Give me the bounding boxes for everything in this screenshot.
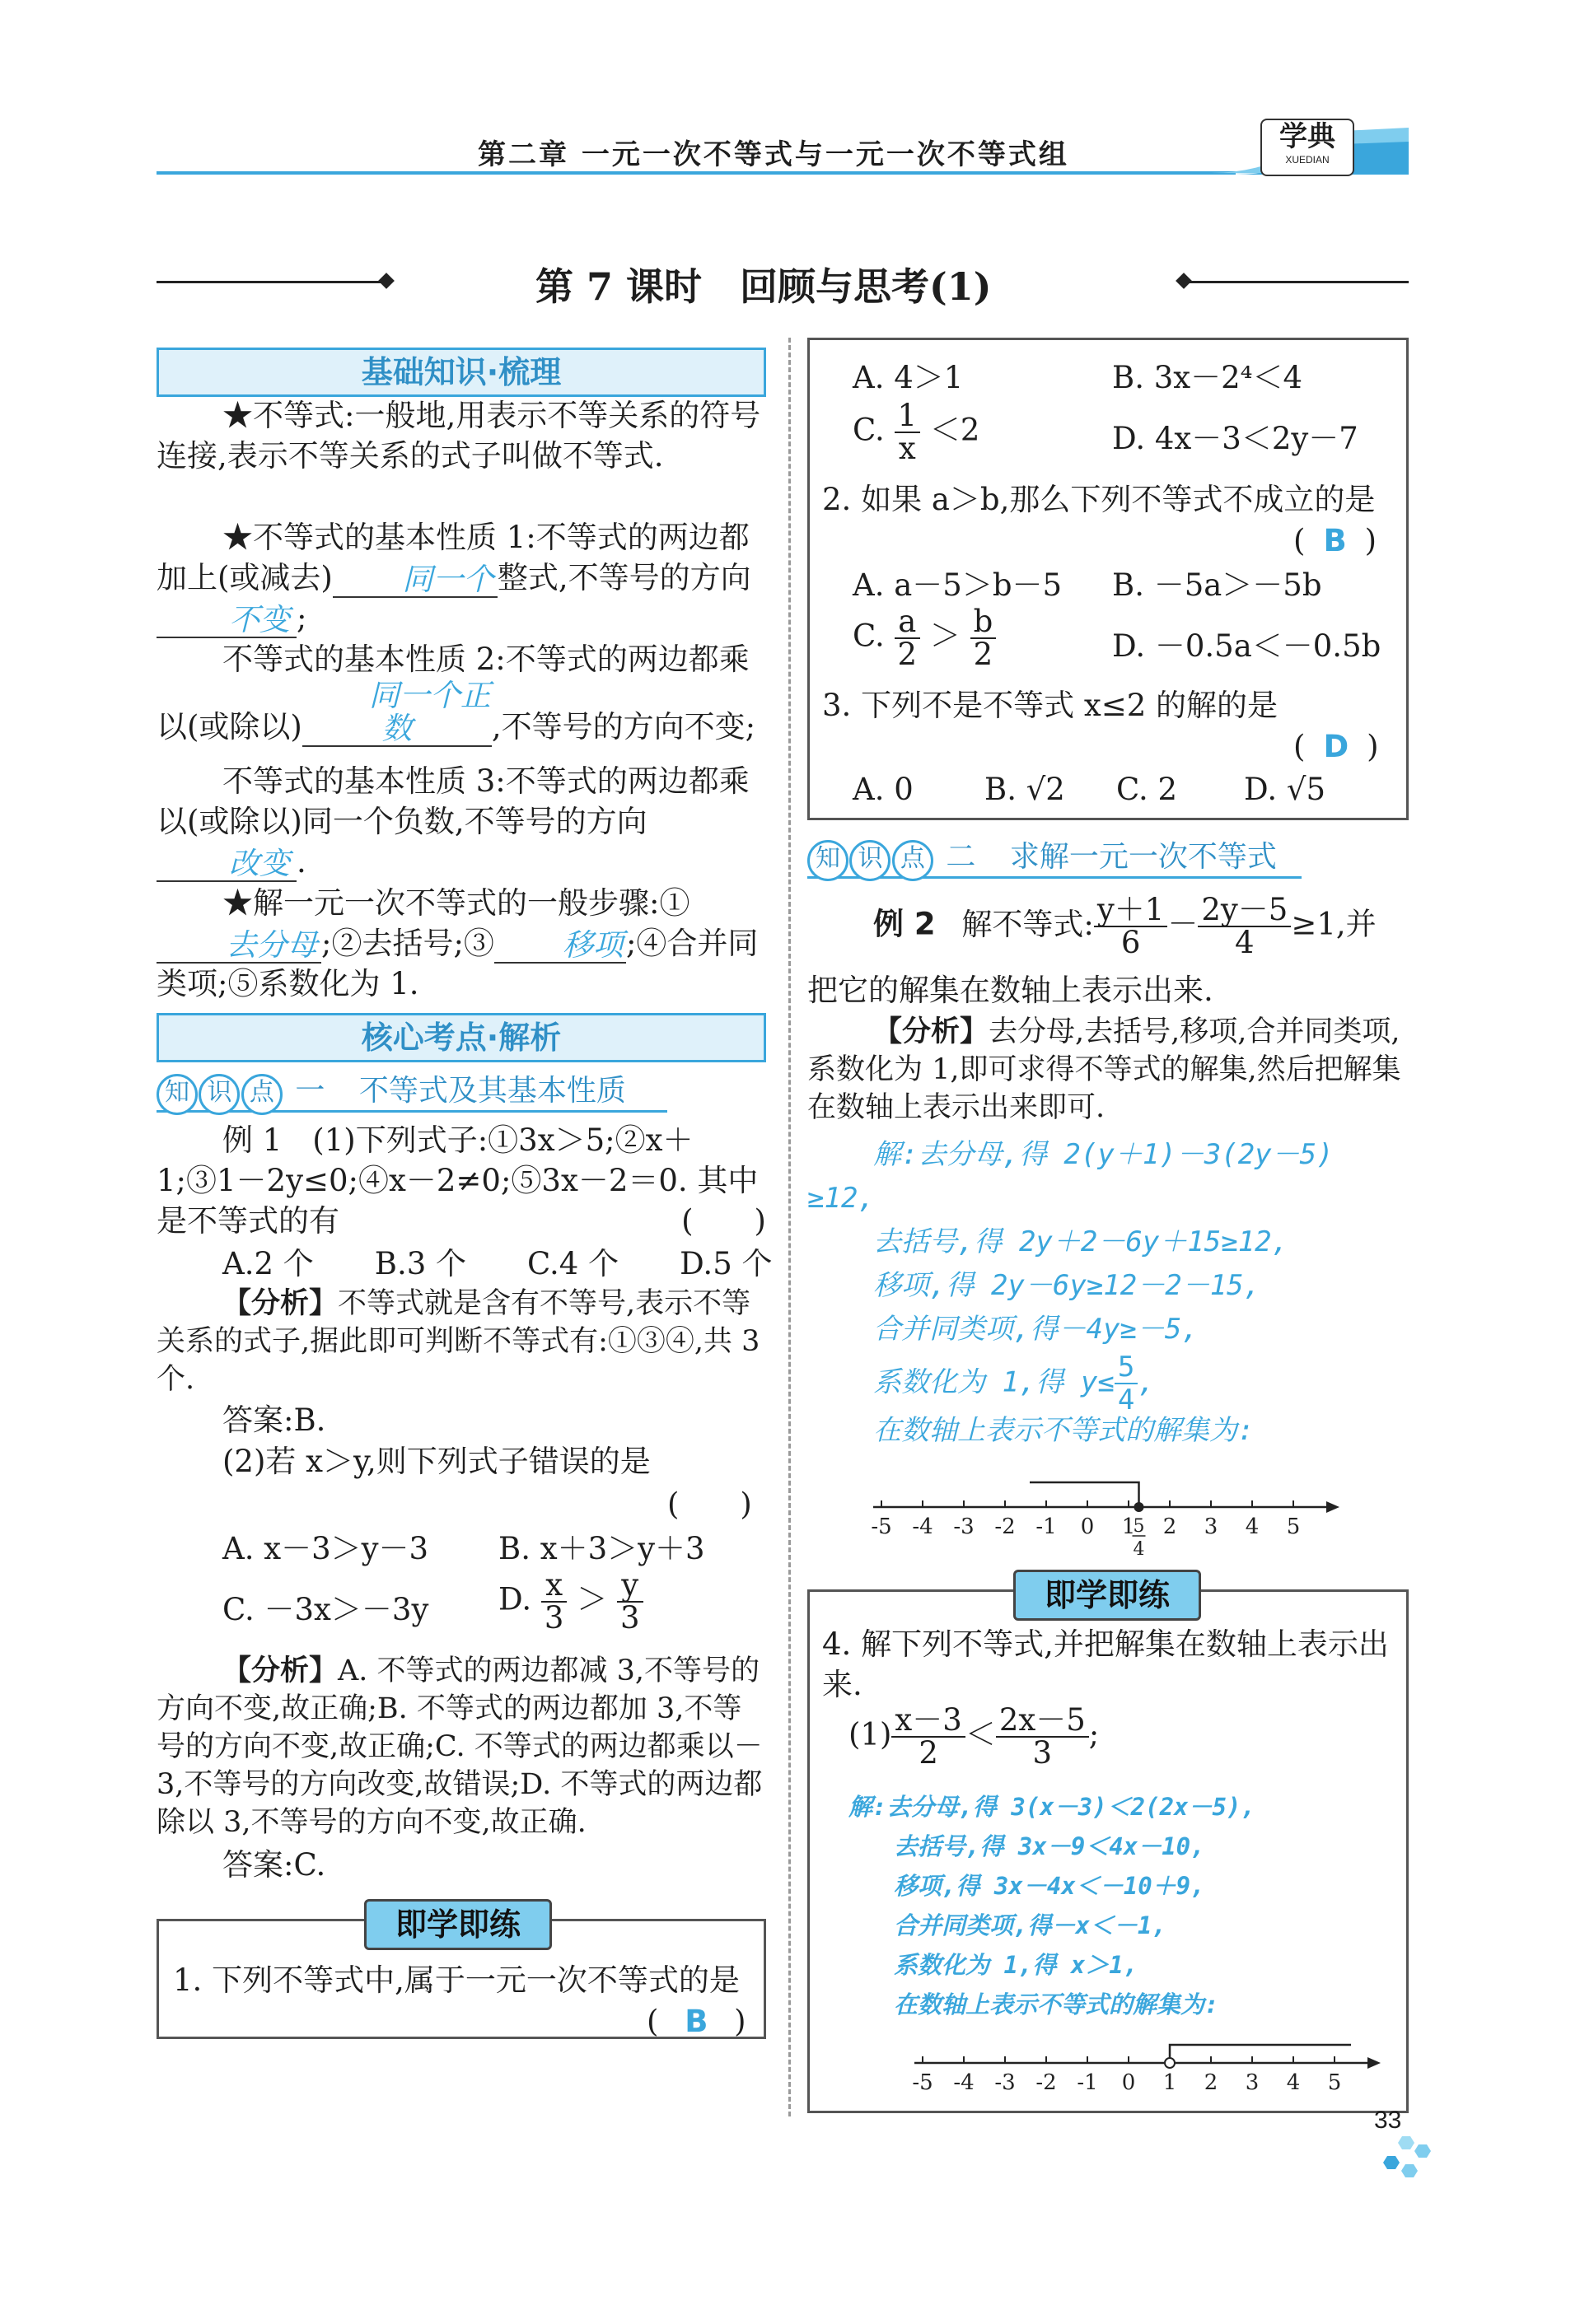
option-label: C. bbox=[853, 618, 885, 654]
fraction bbox=[617, 1567, 643, 1636]
para-property2 bbox=[157, 639, 766, 747]
q2-option-d: D. －0.5a＜－0.5b bbox=[1112, 628, 1381, 664]
kp-circle: 点 bbox=[241, 1074, 283, 1115]
example-1b-answer: 答案:C. bbox=[222, 1847, 326, 1883]
tick-label: 5 bbox=[1286, 1514, 1301, 1539]
operator: ＜ bbox=[965, 1716, 996, 1752]
answer-blank: 移项 bbox=[494, 929, 626, 964]
column-divider bbox=[788, 338, 793, 2116]
para-definition: ★不等式:一般地,用表示不等关系的符号连接,表示不等关系的式子叫做不等式. bbox=[157, 398, 761, 474]
q2-option-b: B. －5a＞－5b bbox=[1112, 567, 1322, 603]
text: 解不等式: bbox=[961, 906, 1094, 942]
solution-4 bbox=[848, 1787, 1392, 2024]
answer-paren: ( ) bbox=[667, 1486, 752, 1522]
denominator: 6 bbox=[1120, 925, 1141, 960]
text: , bbox=[1138, 1365, 1155, 1399]
question-2: 2. 如果 a＞b,那么下列不等式不成立的是 bbox=[822, 482, 1376, 517]
text: 1. 下列不等式中,属于一元一次不等式的是 bbox=[173, 1962, 740, 1998]
fraction bbox=[895, 400, 921, 464]
sol-line: 解:去分母,得 3(x－3)＜2(2x－5), bbox=[848, 1793, 1255, 1821]
text: A. 不等式的两边都减 3,不等号的方向不变,故正确;B. 不等式的两边都加 3,不等号的方向不变,故正确;C. 不等式的两边都乘以－3,不等号的方向改变,故错误;D. 不等式的两边都除以 3,不等号的方向不变,故正确. bbox=[157, 1654, 763, 1839]
fraction bbox=[541, 1567, 568, 1636]
question-3: 3. 下列不是不等式 x≤2 的解的是 bbox=[822, 688, 1278, 723]
example-1-options: A.2 个 B.3 个 C.4 个 D.5 个 bbox=[222, 1246, 773, 1281]
question-1-answer bbox=[647, 2001, 746, 2042]
q1-option-d: D. 4x－3＜2y－7 bbox=[1112, 421, 1358, 456]
question-4-1 bbox=[848, 1702, 1100, 1771]
example-1b-analysis bbox=[157, 1652, 766, 1841]
text: ;②去括号;③ bbox=[321, 926, 494, 961]
tick-label: -3 bbox=[953, 1514, 975, 1539]
option-c: C. －3x＞－3y bbox=[222, 1592, 429, 1627]
denominator: 3 bbox=[1032, 1735, 1053, 1771]
header bbox=[157, 120, 1409, 181]
kp-number: 二 bbox=[946, 840, 976, 874]
answer-blank: 同一个正数 bbox=[302, 679, 492, 747]
operator: ＞ bbox=[929, 618, 961, 654]
tick-label: -2 bbox=[1035, 2070, 1057, 2095]
diamond-icon bbox=[378, 273, 395, 289]
tick-label: 5 bbox=[1327, 2070, 1342, 2095]
closed-dot bbox=[1134, 1502, 1144, 1512]
answer-blank: 同一个 bbox=[333, 563, 498, 598]
fraction bbox=[891, 1702, 965, 1771]
numerator: a bbox=[895, 606, 921, 639]
sol-line: 在数轴上表示不等式的解集为: bbox=[873, 1414, 1255, 1447]
text: ≥1,并 bbox=[1291, 906, 1377, 942]
tick-label: -5 bbox=[871, 1514, 892, 1539]
tick-label: -1 bbox=[1035, 1514, 1057, 1539]
text: ,不等号的方向不变; bbox=[491, 709, 756, 744]
numerator: b bbox=[970, 606, 997, 639]
text: 不等式的基本性质 3:不等式的两边都乘以(或除以)同一个负数,不等号的方向 bbox=[157, 763, 750, 839]
text: 去分母,去括号,移项,合并同类项,系数化为 1,即可求得不等式的解集,然后把解集在数轴上表示出来即可. bbox=[807, 1015, 1401, 1124]
numerator: x bbox=[541, 1570, 568, 1603]
axis-arrow bbox=[1326, 1501, 1339, 1513]
text: 系数化为 1,得 y≤ bbox=[873, 1365, 1115, 1399]
tick-label: 0 bbox=[1121, 2070, 1136, 2095]
chapter-title: 第二章 一元一次不等式与一元一次不等式组 bbox=[478, 138, 1069, 171]
number-line-1 bbox=[865, 1458, 1343, 1556]
numerator: 1 bbox=[895, 400, 921, 433]
fraction bbox=[1094, 894, 1167, 959]
operator: － bbox=[1167, 906, 1199, 942]
tick-label: 2 bbox=[1162, 1514, 1177, 1539]
analysis-tag: 【分析】 bbox=[873, 1015, 989, 1048]
sol-line: 在数轴上表示不等式的解集为: bbox=[894, 1990, 1219, 2018]
sol-line: ≥12, bbox=[807, 1182, 875, 1215]
kp-number: 一 bbox=[295, 1074, 325, 1108]
fraction bbox=[970, 606, 997, 670]
kp-circle: 识 bbox=[849, 840, 891, 881]
fraction bbox=[1198, 894, 1291, 959]
logo-text: 学典 bbox=[1279, 120, 1335, 153]
page-number: 33 bbox=[1374, 2107, 1402, 2134]
number-line-2 bbox=[906, 2030, 1384, 2096]
example-1-answer: 答案:B. bbox=[222, 1402, 326, 1438]
tick-label: 4 bbox=[1245, 1514, 1260, 1539]
tick-label: 4 bbox=[1286, 2070, 1301, 2095]
hexagon-decoration-icon bbox=[1376, 2133, 1442, 2182]
text: ; bbox=[1088, 1716, 1100, 1752]
question-3-answer: ( D ) bbox=[1293, 729, 1379, 764]
text: 不等式的基本性质 2:不等式的两边都乘以(或除以) bbox=[157, 642, 750, 744]
kp-title: 求解一元一次不等式 bbox=[1009, 840, 1277, 874]
paren-close: ) bbox=[734, 2004, 746, 2039]
q1-option-c bbox=[853, 400, 979, 464]
page-title: 第 7 课时 回顾与思考(1) bbox=[535, 264, 992, 309]
fraction bbox=[996, 1702, 1089, 1771]
sol-line: 解:去分母,得 2(y＋1)－3(2y－5) bbox=[873, 1138, 1334, 1171]
sol-line: 合并同类项,得－x＜－1, bbox=[894, 1911, 1166, 1939]
para-property3 bbox=[157, 761, 766, 882]
text: (2)若 x＞y,则下列式子错误的是 bbox=[222, 1444, 651, 1479]
text: 不等式就是含有不等号,表示不等关系的式子,据此即可判断不等式有:①③④,共 3 个. bbox=[157, 1287, 760, 1396]
banner-label: 基础知识·梳理 bbox=[361, 354, 562, 390]
fraction bbox=[1115, 1351, 1138, 1416]
numerator: y＋1 bbox=[1094, 894, 1167, 927]
denominator: 4 bbox=[1117, 1384, 1135, 1416]
answer-letter: B bbox=[685, 2004, 708, 2039]
para-property1 bbox=[157, 517, 766, 638]
q1-option-b: B. 3x－2⁴＜4 bbox=[1112, 360, 1303, 395]
sol-line: 移项,得 2y－6y≥12－2－15, bbox=[873, 1269, 1261, 1302]
tick-label: 3 bbox=[1204, 1514, 1218, 1539]
knowledge-point-2 bbox=[807, 838, 1302, 879]
practice-label: 即学即练 bbox=[364, 1899, 552, 1950]
tick-label: 2 bbox=[1204, 2070, 1218, 2095]
numerator: 2y－5 bbox=[1198, 894, 1291, 927]
tick-label: -5 bbox=[912, 2070, 933, 2095]
example-2-cont: 把它的解集在数轴上表示出来. bbox=[807, 973, 1213, 1008]
tick-label: -4 bbox=[912, 1514, 933, 1539]
q3-option-b: B. √2 bbox=[984, 772, 1065, 807]
numerator: y bbox=[617, 1570, 643, 1603]
tick-label: -4 bbox=[953, 2070, 975, 2095]
knowledge-point-1 bbox=[157, 1072, 667, 1113]
example-1-analysis bbox=[157, 1285, 766, 1398]
sol-line-frac bbox=[807, 1351, 1404, 1416]
numerator: x－3 bbox=[891, 1705, 965, 1738]
example-2 bbox=[873, 894, 1377, 959]
answer-letter: D bbox=[1323, 729, 1349, 764]
analysis-tag: 【分析】 bbox=[222, 1654, 339, 1687]
text: 例 1 (1)下列式子:①3x＞5;②x＋1;③1－2y≤0;④x－2≠0;⑤3x－2＝0. 其中是不等式的有 bbox=[157, 1122, 759, 1239]
denominator: 2 bbox=[973, 637, 993, 672]
option-a: A. x－3＞y－3 bbox=[222, 1531, 429, 1566]
q3-option-c: C. 2 bbox=[1116, 772, 1178, 807]
denominator: 3 bbox=[619, 1600, 640, 1636]
axis-arrow bbox=[1367, 2057, 1381, 2069]
option-label: C. bbox=[853, 412, 885, 448]
text: ;④合并同类项;⑤系数化为 1. bbox=[157, 926, 759, 1001]
mark-numerator: 5 bbox=[1133, 1516, 1145, 1537]
kp-circle: 知 bbox=[807, 840, 848, 881]
para-steps bbox=[157, 883, 766, 1004]
example-2-analysis bbox=[807, 1013, 1404, 1127]
sol-line: 合并同类项,得－4y≥－5, bbox=[873, 1313, 1199, 1346]
header-line bbox=[157, 171, 1236, 175]
example-1 bbox=[157, 1120, 766, 1241]
answer-paren: ( ) bbox=[681, 1203, 766, 1239]
q3-option-d: D. √5 bbox=[1244, 772, 1325, 807]
sol-line: 去括号,得 3x－9＜4x－10, bbox=[894, 1832, 1205, 1860]
sol-line: 系数化为 1,得 x＞1, bbox=[894, 1951, 1138, 1979]
denominator: x bbox=[898, 431, 916, 466]
option-b: B. x＋3＞y＋3 bbox=[498, 1531, 705, 1566]
text: ; bbox=[297, 600, 307, 636]
open-dot bbox=[1165, 2058, 1175, 2068]
title-rule-left bbox=[157, 281, 387, 283]
tick-label: 1 bbox=[1162, 2070, 1177, 2095]
text: ★不等式的基本性质 1:不等式的两边都加上(或减去) bbox=[157, 520, 750, 595]
text: . bbox=[297, 844, 306, 880]
numerator: 2x－5 bbox=[996, 1705, 1089, 1738]
title-rule-right bbox=[1185, 281, 1409, 283]
denominator: 4 bbox=[1235, 925, 1255, 960]
q2-option-c bbox=[853, 606, 996, 670]
sol-line: 去括号,得 2y＋2－6y＋15≥12, bbox=[873, 1225, 1289, 1258]
question-2-answer: ( B ) bbox=[1293, 523, 1377, 558]
option-d bbox=[498, 1567, 643, 1636]
answer-blank: 不变 bbox=[157, 604, 297, 638]
tick-label: -3 bbox=[994, 2070, 1016, 2095]
practice-label: 即学即练 bbox=[1013, 1570, 1201, 1621]
tick-label: -2 bbox=[994, 1514, 1016, 1539]
kp-circle: 点 bbox=[892, 840, 933, 881]
section-banner-core bbox=[157, 1013, 766, 1062]
answer-blank: 改变 bbox=[157, 847, 297, 882]
denominator: 2 bbox=[897, 637, 918, 672]
text: (1) bbox=[848, 1716, 892, 1752]
tick-label: 3 bbox=[1245, 2070, 1260, 2095]
tick-label: -1 bbox=[1077, 2070, 1098, 2095]
text: ＜2 bbox=[929, 412, 980, 448]
kp-circle: 识 bbox=[199, 1074, 240, 1115]
q1-option-a: A. 4＞1 bbox=[853, 360, 964, 395]
text: ★解一元一次不等式的一般步骤:① bbox=[222, 885, 690, 921]
solution-ray bbox=[1170, 2045, 1351, 2063]
kp-circle: 知 bbox=[157, 1074, 198, 1115]
mark-denominator: 4 bbox=[1133, 1539, 1145, 1556]
example-label: 例 2 bbox=[873, 906, 936, 942]
analysis-tag: 【分析】 bbox=[222, 1287, 339, 1320]
kp-title: 不等式及其基本性质 bbox=[358, 1074, 626, 1108]
brand-logo bbox=[1260, 119, 1354, 176]
fraction bbox=[895, 606, 921, 670]
question-4: 4. 解下列不等式,并把解集在数轴上表示出来. bbox=[822, 1626, 1389, 1702]
q2-option-a: A. a－5＞b－5 bbox=[853, 567, 1063, 603]
solution-2 bbox=[807, 1133, 1404, 1453]
question-1 bbox=[173, 1960, 750, 2000]
operator: ＞ bbox=[577, 1581, 608, 1617]
tick-label: 1 bbox=[1121, 1514, 1136, 1539]
numerator: 5 bbox=[1115, 1351, 1138, 1384]
sol-line: 移项,得 3x－4x＜－10＋9, bbox=[894, 1872, 1205, 1900]
logo-sub: XUEDIAN bbox=[1285, 154, 1330, 166]
tick-label: 0 bbox=[1080, 1514, 1095, 1539]
example-1b-question bbox=[157, 1441, 766, 1482]
denominator: 2 bbox=[919, 1735, 938, 1771]
banner-label: 核心考点·解析 bbox=[361, 1020, 562, 1056]
answer-blank: 去分母 bbox=[157, 929, 321, 964]
option-label: D. bbox=[498, 1581, 532, 1617]
section-banner-basics bbox=[157, 348, 766, 397]
paren-open: ( bbox=[647, 2004, 659, 2039]
q3-option-a: A. 0 bbox=[853, 772, 914, 807]
answer-letter: B bbox=[1323, 523, 1347, 558]
denominator: 3 bbox=[544, 1600, 564, 1636]
text: 整式,不等号的方向 bbox=[497, 560, 751, 595]
